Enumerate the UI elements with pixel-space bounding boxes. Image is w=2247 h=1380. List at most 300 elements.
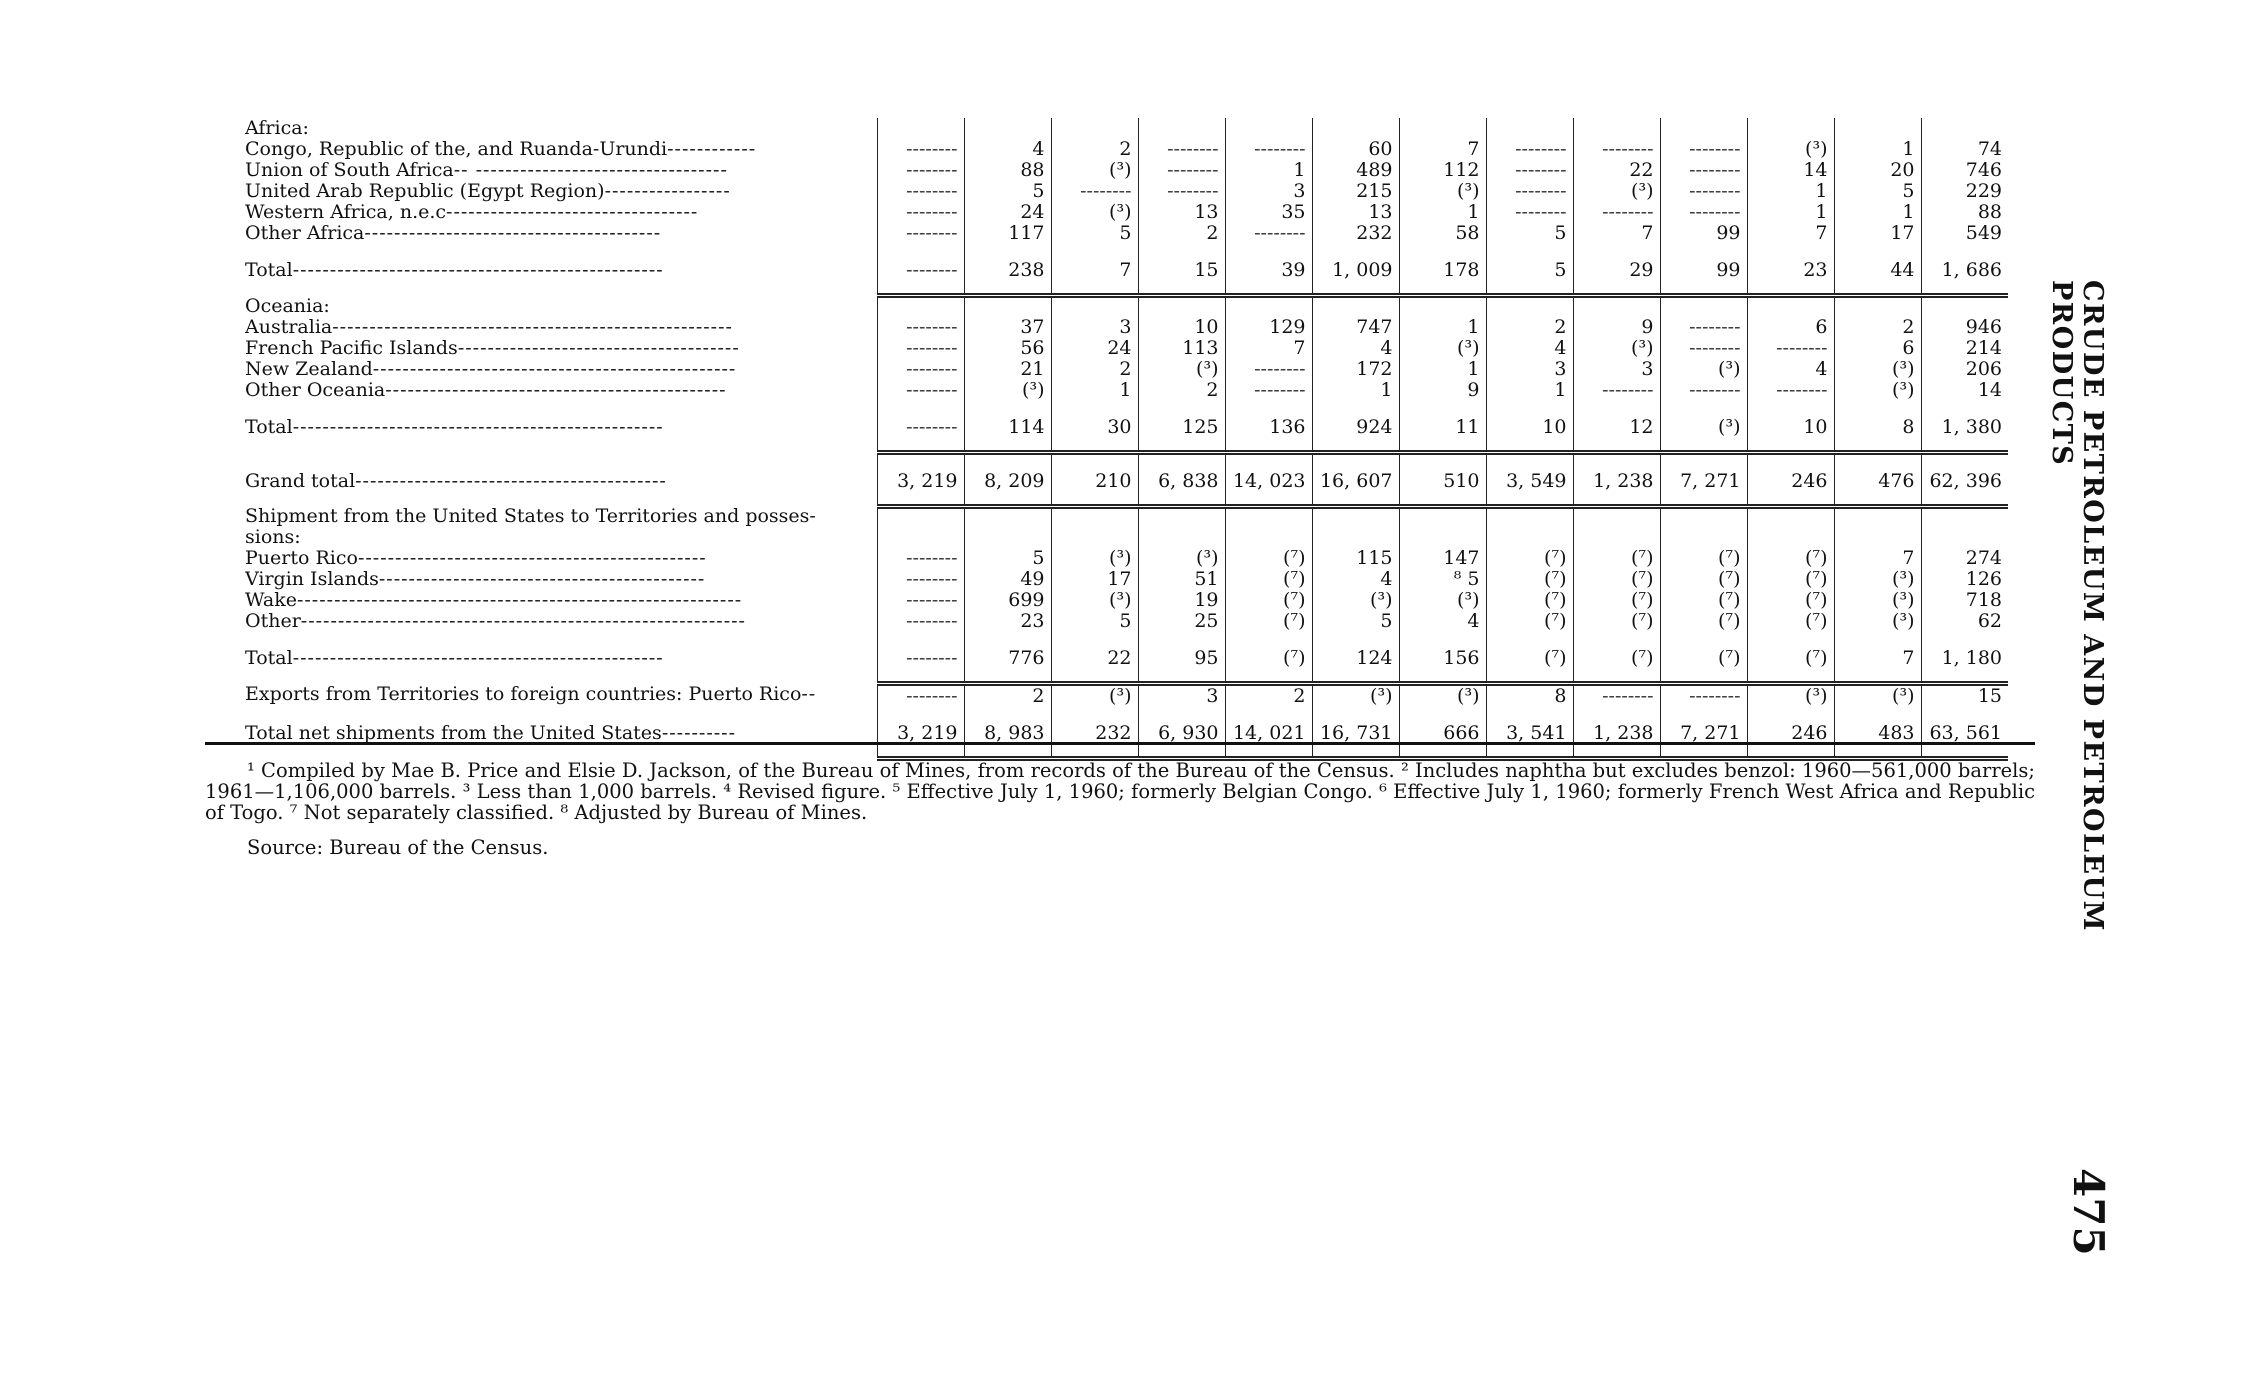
table-cell: (⁷) <box>1660 611 1747 632</box>
table-cell: (³) <box>1573 181 1660 202</box>
table-cell: -------- <box>1660 139 1747 160</box>
table-cell: -------- <box>1486 202 1573 223</box>
table-cell <box>1573 527 1660 548</box>
table-cell: -------- <box>1660 684 1747 708</box>
statistics-table <box>245 118 2008 761</box>
table-cell <box>1312 118 1399 139</box>
table-cell: 99 <box>1660 256 1747 281</box>
table-cell <box>1747 506 1834 527</box>
table-cell: (⁷) <box>1225 590 1312 611</box>
table-cell: 2 <box>1051 359 1138 380</box>
total-row <box>245 467 2008 492</box>
table-cell: 19 <box>1138 590 1225 611</box>
footnotes <box>205 760 2035 858</box>
table-cell <box>1834 296 1921 317</box>
table-cell: 17 <box>1051 569 1138 590</box>
table-cell: 5 <box>1486 256 1573 281</box>
table-row <box>245 684 2008 708</box>
table-cell: -------- <box>1573 139 1660 160</box>
section-heading-row <box>245 118 2008 139</box>
row-label <box>245 380 877 401</box>
table-cell: 3 <box>1138 684 1225 708</box>
table-cell: 1, 238 <box>1573 719 1660 744</box>
table-cell: 172 <box>1312 359 1399 380</box>
table-cell <box>1747 118 1834 139</box>
table-cell: 2 <box>964 684 1051 708</box>
table-cell <box>1051 296 1138 317</box>
table-cell: 946 <box>1921 317 2008 338</box>
table-cell: -------- <box>877 684 964 708</box>
dot-leader: ----------------------------------------------- <box>357 548 707 569</box>
table-cell: -------- <box>877 590 964 611</box>
table-cell: 7 <box>1834 644 1921 669</box>
table-cell: 10 <box>1747 413 1834 438</box>
table-cell: 16, 731 <box>1312 719 1399 744</box>
dot-leader: -------------------------------------------------- <box>292 415 664 438</box>
row-label <box>245 527 877 548</box>
table-cell: 206 <box>1921 359 2008 380</box>
table-cell: 1 <box>1834 139 1921 160</box>
table-cell: 5 <box>1834 181 1921 202</box>
table-cell: 5 <box>1051 223 1138 244</box>
table-cell <box>1573 118 1660 139</box>
table-cell: 125 <box>1138 413 1225 438</box>
table-cell: 8 <box>1486 684 1573 708</box>
table-cell: 58 <box>1399 223 1486 244</box>
table-cell: 2 <box>1225 684 1312 708</box>
row-label <box>245 223 877 244</box>
row-label-text: Other <box>245 611 301 632</box>
table-cell: (³) <box>1747 684 1834 708</box>
table-cell <box>1312 506 1399 527</box>
table-cell: (³) <box>1051 160 1138 181</box>
table-row <box>245 359 2008 380</box>
table-cell: -------- <box>1660 380 1747 401</box>
table-cell: 7 <box>1399 139 1486 160</box>
table-cell: 1 <box>1747 202 1834 223</box>
spacer-row <box>245 244 2008 256</box>
table-cell: 1 <box>1399 359 1486 380</box>
row-label-text: Total <box>245 415 293 438</box>
table-cell <box>1834 527 1921 548</box>
table-cell <box>1138 506 1225 527</box>
table-cell <box>1921 506 2008 527</box>
table-cell: 7, 271 <box>1660 467 1747 492</box>
row-label-text: Total <box>245 647 293 669</box>
table-cell: -------- <box>1573 380 1660 401</box>
table-cell: 510 <box>1399 467 1486 492</box>
table-cell: 156 <box>1399 644 1486 669</box>
table-cell: -------- <box>1660 160 1747 181</box>
table-cell: 1, 009 <box>1312 256 1399 281</box>
table-cell: 229 <box>1921 181 2008 202</box>
table-cell: (³) <box>1573 338 1660 359</box>
table-cell: 4 <box>1486 338 1573 359</box>
table-cell: 8 <box>1834 413 1921 438</box>
table-cell: -------- <box>877 317 964 338</box>
table-cell: 2 <box>1138 380 1225 401</box>
table-cell: 12 <box>1573 413 1660 438</box>
row-label <box>245 317 877 338</box>
table-cell <box>964 527 1051 548</box>
table-cell: -------- <box>1138 181 1225 202</box>
table-cell: 747 <box>1312 317 1399 338</box>
table-cell: -------- <box>1138 160 1225 181</box>
section-heading-row <box>245 506 2008 527</box>
table-cell: 9 <box>1573 317 1660 338</box>
table-row <box>245 202 2008 223</box>
table-cell: 99 <box>1660 223 1747 244</box>
table-cell: (³) <box>1312 684 1399 708</box>
table-cell <box>1225 118 1312 139</box>
table-cell <box>1660 506 1747 527</box>
row-label <box>245 139 877 160</box>
row-label-text: Puerto Rico <box>245 548 358 569</box>
table-cell <box>964 118 1051 139</box>
table-cell: 8, 209 <box>964 467 1051 492</box>
table-cell: (³) <box>1660 359 1747 380</box>
double-rule-row <box>245 281 2008 296</box>
row-label-text: Grand total <box>245 469 356 492</box>
table-cell: -------- <box>1660 181 1747 202</box>
table-cell: 63, 561 <box>1921 719 2008 744</box>
table-cell <box>877 118 964 139</box>
table-cell: 22 <box>1051 644 1138 669</box>
table-cell: (³) <box>1834 611 1921 632</box>
table-cell: 214 <box>1921 338 2008 359</box>
table-cell: 1 <box>1834 202 1921 223</box>
table-cell: 5 <box>964 548 1051 569</box>
table-cell: 666 <box>1399 719 1486 744</box>
table-row <box>245 181 2008 202</box>
table-cell: 3, 549 <box>1486 467 1573 492</box>
table-cell: 14, 021 <box>1225 719 1312 744</box>
dot-leader: ------------ <box>667 139 757 160</box>
row-label-text: New Zealand <box>245 358 373 380</box>
table-cell: 15 <box>1138 256 1225 281</box>
table-cell: 17 <box>1834 223 1921 244</box>
table-cell: 29 <box>1573 256 1660 281</box>
table-cell: (⁷) <box>1225 644 1312 669</box>
row-label <box>245 296 877 317</box>
table-cell <box>1660 527 1747 548</box>
table-cell: (³) <box>1834 684 1921 708</box>
table-row <box>245 223 2008 244</box>
table-cell <box>1225 506 1312 527</box>
row-label <box>245 256 877 281</box>
table-cell: 39 <box>1225 256 1312 281</box>
table-cell: 1, 238 <box>1573 467 1660 492</box>
table-cell: 489 <box>1312 160 1399 181</box>
table-cell: 21 <box>964 359 1051 380</box>
table-cell: 13 <box>1312 202 1399 223</box>
table-cell: -------- <box>877 256 964 281</box>
table-cell: 6 <box>1747 317 1834 338</box>
table-cell: (³) <box>1834 590 1921 611</box>
row-label-text: Union of South Africa <box>245 160 454 181</box>
row-label-text: United Arab Republic (Egypt Region) <box>245 181 605 202</box>
table-cell: -------- <box>877 202 964 223</box>
table-cell: 14 <box>1747 160 1834 181</box>
dot-leader: ---------------------------------------------- <box>385 379 727 401</box>
dot-leader: -- <box>801 683 817 705</box>
table-cell: 7 <box>1834 548 1921 569</box>
table-cell: (⁷) <box>1486 590 1573 611</box>
table-row <box>245 380 2008 401</box>
table-cell: 13 <box>1138 202 1225 223</box>
dot-leader: ----------------- <box>604 181 731 202</box>
footnote-rule <box>205 742 2035 745</box>
table-cell <box>1486 506 1573 527</box>
table-cell: -------- <box>1225 359 1312 380</box>
table-cell: 56 <box>964 338 1051 359</box>
table-cell: 115 <box>1312 548 1399 569</box>
table-cell: 8, 983 <box>964 719 1051 744</box>
table-cell: 246 <box>1747 719 1834 744</box>
table-cell: (³) <box>1051 202 1138 223</box>
table-cell: -------- <box>1486 181 1573 202</box>
table-cell: (⁷) <box>1225 611 1312 632</box>
table-cell: (³) <box>1834 359 1921 380</box>
row-label <box>245 719 877 744</box>
table-cell: 4 <box>964 139 1051 160</box>
row-label-text: Virgin Islands <box>245 569 379 590</box>
table-cell: 6, 838 <box>1138 467 1225 492</box>
table-cell: 2 <box>1051 139 1138 160</box>
table-cell: (⁷) <box>1747 590 1834 611</box>
table-cell: 5 <box>1486 223 1573 244</box>
table-cell: -------- <box>1225 223 1312 244</box>
table-cell: 62 <box>1921 611 2008 632</box>
row-label-text: sions: <box>245 527 301 548</box>
row-label <box>245 467 877 492</box>
table-cell: 210 <box>1051 467 1138 492</box>
table-cell: -------- <box>877 181 964 202</box>
row-label <box>245 611 877 632</box>
footnote-text: ¹ Compiled by Mae B. Price and Elsie D. Jackson, of the Bureau of Mines, from records of the Bureau of the Census. ² Includes naphtha but excludes benzol: 1960—561,000 barrels; 1961—1,106,000 barrels. ³ Less than 1,000 barrels. ⁴ Revised figure. ⁵ Effective July 1, 1960; formerly Belgian Congo. ⁶ Effective July 1, 1960; formerly French West Africa and Republic of Togo. ⁷ Not separately classified. ⁸ Adjusted by Bureau of Mines. <box>205 759 2035 824</box>
row-label-text: Wake <box>245 590 297 611</box>
row-label <box>245 684 877 708</box>
row-label-text: Oceania: <box>245 295 330 317</box>
row-label-text: Western Africa, n.e.c <box>245 202 447 223</box>
table-cell <box>1660 296 1747 317</box>
row-label <box>245 413 877 438</box>
table-cell: (³) <box>1051 684 1138 708</box>
row-label <box>245 202 877 223</box>
table-row <box>245 160 2008 181</box>
table-cell <box>964 506 1051 527</box>
table-cell: 74 <box>1921 139 2008 160</box>
total-row <box>245 644 2008 669</box>
table-cell: 6, 930 <box>1138 719 1225 744</box>
table-cell: (⁷) <box>1486 611 1573 632</box>
table-cell: 699 <box>964 590 1051 611</box>
table-cell: -------- <box>1486 160 1573 181</box>
table-cell: 1 <box>1747 181 1834 202</box>
table-cell: 136 <box>1225 413 1312 438</box>
table-cell: 6 <box>1834 338 1921 359</box>
section-heading-row <box>245 527 2008 548</box>
table-cell: 2 <box>1138 223 1225 244</box>
table-cell: -------- <box>1486 139 1573 160</box>
table-cell <box>1921 296 2008 317</box>
table-cell <box>877 527 964 548</box>
row-label <box>245 548 877 569</box>
table-cell: (⁷) <box>1747 644 1834 669</box>
table-cell: -------- <box>877 223 964 244</box>
table-cell: 1 <box>1051 380 1138 401</box>
table-cell: (³) <box>1399 684 1486 708</box>
dot-leader: -------------------------------------------------- <box>292 647 664 669</box>
table-cell: 62, 396 <box>1921 467 2008 492</box>
table-cell <box>1312 296 1399 317</box>
table-cell: 246 <box>1747 467 1834 492</box>
dot-leader: -- ---------------------------------- <box>453 160 728 181</box>
table-cell <box>1051 506 1138 527</box>
table-cell: 1 <box>1399 202 1486 223</box>
table-cell <box>1399 506 1486 527</box>
dot-leader: -------------------------------------- <box>457 337 740 359</box>
table-cell <box>1573 296 1660 317</box>
table-cell: 7 <box>1051 256 1138 281</box>
table-cell: 49 <box>964 569 1051 590</box>
dot-leader: ------------------------------------------ <box>355 469 667 492</box>
table-cell: 25 <box>1138 611 1225 632</box>
row-label <box>245 160 877 181</box>
table-cell: 14 <box>1921 380 2008 401</box>
dot-leader: ---------------------------------- <box>446 202 699 223</box>
table-cell: 113 <box>1138 338 1225 359</box>
table-cell: 88 <box>964 160 1051 181</box>
table-cell: 37 <box>964 317 1051 338</box>
table-cell: 129 <box>1225 317 1312 338</box>
table-cell: 5 <box>1051 611 1138 632</box>
table-row <box>245 590 2008 611</box>
table-cell: 746 <box>1921 160 2008 181</box>
table-cell: 7, 271 <box>1660 719 1747 744</box>
table-cell: 549 <box>1921 223 2008 244</box>
row-label-text: Africa: <box>245 118 309 139</box>
table-cell: (³) <box>1747 139 1834 160</box>
table-cell: 147 <box>1399 548 1486 569</box>
table-cell: -------- <box>877 569 964 590</box>
table-cell: 22 <box>1573 160 1660 181</box>
table-cell: ⁸ 5 <box>1399 569 1486 590</box>
table-cell: (³) <box>1312 590 1399 611</box>
table-cell: (⁷) <box>1747 611 1834 632</box>
spacer-row <box>245 632 2008 644</box>
row-label-text: French Pacific Islands <box>245 337 458 359</box>
row-label-text: Total <box>245 259 293 281</box>
row-label-text: Other Africa <box>245 223 365 244</box>
dot-leader: ---------------------------------------- <box>364 223 662 244</box>
row-label-text: Congo, Republic of the, and Ruanda-Urundi <box>245 139 668 160</box>
table-cell: 124 <box>1312 644 1399 669</box>
table-cell: 44 <box>1834 256 1921 281</box>
table-cell: (⁷) <box>1660 590 1747 611</box>
table-cell: 1 <box>1486 380 1573 401</box>
table-cell: 20 <box>1834 160 1921 181</box>
table-cell <box>1051 118 1138 139</box>
table-cell: -------- <box>1138 139 1225 160</box>
table-cell: -------- <box>877 139 964 160</box>
table-cell: 23 <box>964 611 1051 632</box>
table-cell <box>964 296 1051 317</box>
table-cell: 30 <box>1051 413 1138 438</box>
table-cell <box>1834 118 1921 139</box>
table-cell <box>1399 296 1486 317</box>
table-cell: -------- <box>1225 380 1312 401</box>
table-cell <box>877 506 964 527</box>
table-cell: (³) <box>1138 548 1225 569</box>
table-cell: 1 <box>1399 317 1486 338</box>
table-cell: 7 <box>1573 223 1660 244</box>
dot-leader: ------------------------------------------------- <box>372 358 737 380</box>
table-cell: 3, 541 <box>1486 719 1573 744</box>
table-cell: (⁷) <box>1573 611 1660 632</box>
dot-leader: ------------------------------------------------------------ <box>300 611 746 632</box>
table-cell <box>1486 527 1573 548</box>
table-row <box>245 611 2008 632</box>
table-cell: 3 <box>1486 359 1573 380</box>
table-cell: (³) <box>1399 590 1486 611</box>
dot-leader: ---------- <box>661 722 737 744</box>
table-cell: 35 <box>1225 202 1312 223</box>
double-rule-row <box>245 669 2008 684</box>
row-label-text: Total net shipments from the United States <box>245 722 662 744</box>
table-cell: (³) <box>1138 359 1225 380</box>
table-cell: (⁷) <box>1573 569 1660 590</box>
table-cell: 11 <box>1399 413 1486 438</box>
total-row <box>245 719 2008 744</box>
table-cell: (⁷) <box>1486 644 1573 669</box>
page-number: 475 <box>2064 1168 2113 1256</box>
table-cell: 14, 023 <box>1225 467 1312 492</box>
table-cell: 23 <box>1747 256 1834 281</box>
source-note: Source: Bureau of the Census. <box>247 836 549 859</box>
table-cell: (⁷) <box>1486 569 1573 590</box>
table-cell: (⁷) <box>1747 548 1834 569</box>
table-cell: 924 <box>1312 413 1399 438</box>
table-cell: -------- <box>1747 338 1834 359</box>
table-cell: -------- <box>1660 317 1747 338</box>
double-rule-row <box>245 438 2008 453</box>
table-cell: (³) <box>1051 590 1138 611</box>
row-label <box>245 569 877 590</box>
table-cell: 15 <box>1921 684 2008 708</box>
table-cell: 51 <box>1138 569 1225 590</box>
table-cell: -------- <box>1747 380 1834 401</box>
table-cell: 2 <box>1486 317 1573 338</box>
table-cell: (⁷) <box>1486 548 1573 569</box>
table-cell <box>1747 296 1834 317</box>
table-cell: (³) <box>1660 413 1747 438</box>
row-label-text: Exports from Territories to foreign countries: Puerto Rico <box>245 683 802 705</box>
running-head: CRUDE PETROLEUM AND PETROLEUM PRODUCTS <box>2046 280 2108 933</box>
table-cell: 117 <box>964 223 1051 244</box>
table-cell: 24 <box>964 202 1051 223</box>
table-cell: -------- <box>1573 202 1660 223</box>
total-row <box>245 413 2008 438</box>
table-cell: 95 <box>1138 644 1225 669</box>
table-cell <box>1834 506 1921 527</box>
table-cell: 126 <box>1921 569 2008 590</box>
table-cell: 4 <box>1747 359 1834 380</box>
table-cell: 7 <box>1747 223 1834 244</box>
spacer-row <box>245 401 2008 413</box>
table-cell: (³) <box>1051 548 1138 569</box>
table-cell: (⁷) <box>1225 569 1312 590</box>
